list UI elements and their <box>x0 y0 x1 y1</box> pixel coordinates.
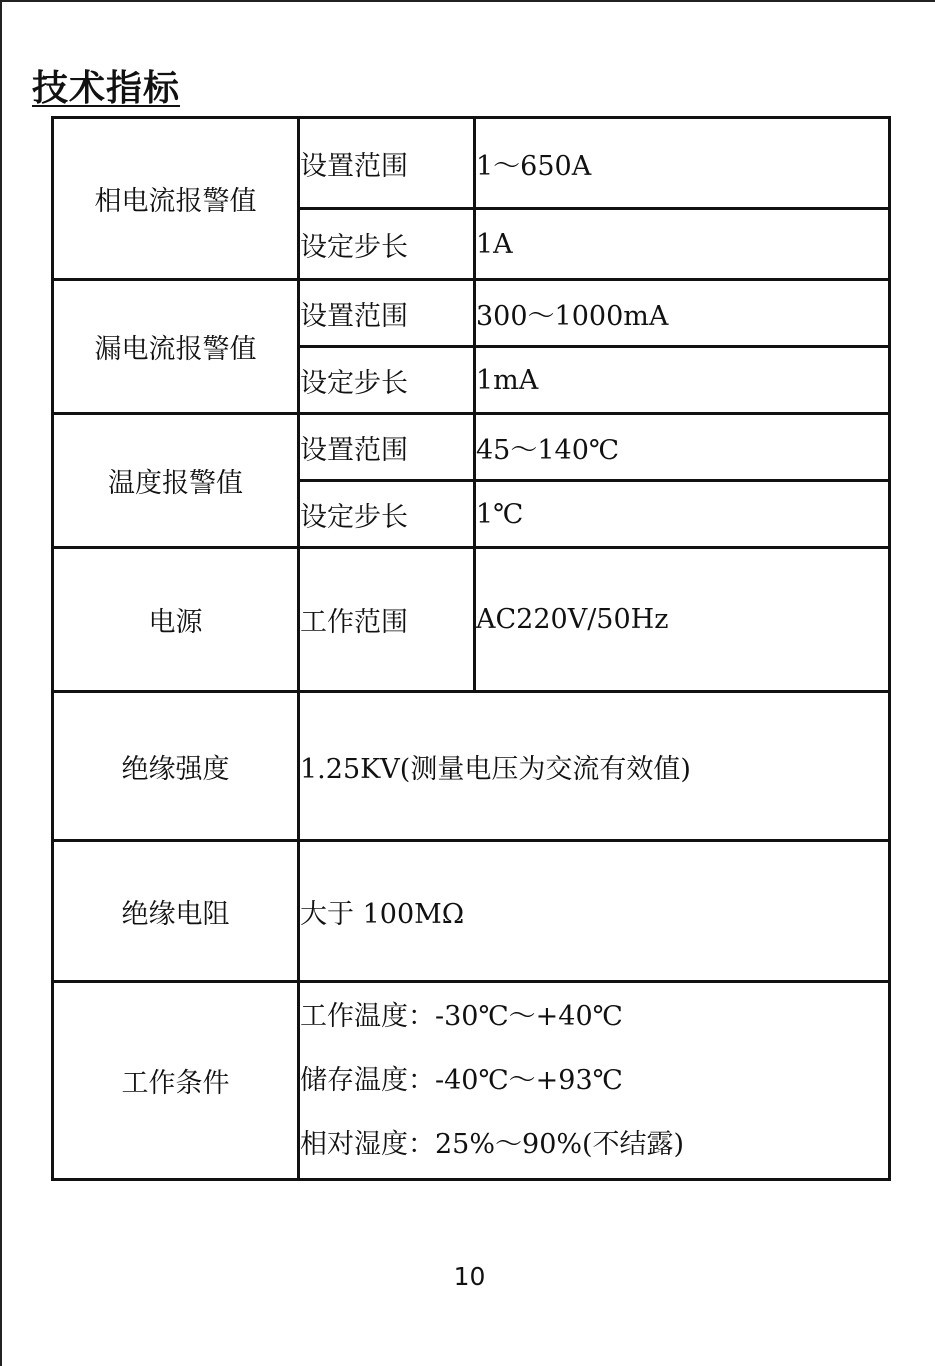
value-cell: 1mA <box>475 347 890 414</box>
condition-line: 相对湿度：25%～90%(不结露) <box>300 1128 685 1160</box>
category-cell: 电源 <box>53 548 299 692</box>
value-cell: 1.25KV(测量电压为交流有效值) <box>299 692 890 841</box>
category-cell: 绝缘电阻 <box>53 841 299 982</box>
table-row <box>53 118 890 209</box>
table-row <box>53 548 890 692</box>
category-cell: 工作条件 <box>53 982 299 1180</box>
value-cell: 300～1000mA <box>475 280 890 347</box>
sub-label-cell: 设定步长 <box>299 209 475 280</box>
sub-label-cell: 设定步长 <box>299 347 475 414</box>
category-cell: 绝缘强度 <box>53 692 299 841</box>
value-cell: 1～650A <box>475 118 890 209</box>
category-cell: 温度报警值 <box>53 414 299 548</box>
category-cell: 漏电流报警值 <box>53 280 299 414</box>
sub-label-cell: 设置范围 <box>299 118 475 209</box>
sub-label-cell: 工作范围 <box>299 548 475 692</box>
value-cell: AC220V/50Hz <box>475 548 890 692</box>
page-title: 技术指标 <box>32 68 181 109</box>
value-cell: 45～140℃ <box>475 414 890 481</box>
value-cell: 1℃ <box>475 481 890 548</box>
table-row <box>53 692 890 841</box>
sub-label-cell: 设置范围 <box>299 280 475 347</box>
table-row <box>53 280 890 347</box>
table-row <box>53 841 890 982</box>
table-row <box>53 982 890 1180</box>
spec-table <box>51 116 891 1181</box>
sub-label-cell: 设置范围 <box>299 414 475 481</box>
value-cell: 1A <box>475 209 890 280</box>
condition-line: 储存温度：-40℃～+93℃ <box>300 1064 623 1096</box>
page-number: 10 <box>453 1262 486 1291</box>
table-row <box>53 414 890 481</box>
conditions-cell <box>299 982 890 1180</box>
value-cell: 大于 100MΩ <box>299 841 890 982</box>
condition-line: 工作温度：-30℃～+40℃ <box>300 1000 623 1032</box>
sub-label-cell: 设定步长 <box>299 481 475 548</box>
category-cell: 相电流报警值 <box>53 118 299 280</box>
